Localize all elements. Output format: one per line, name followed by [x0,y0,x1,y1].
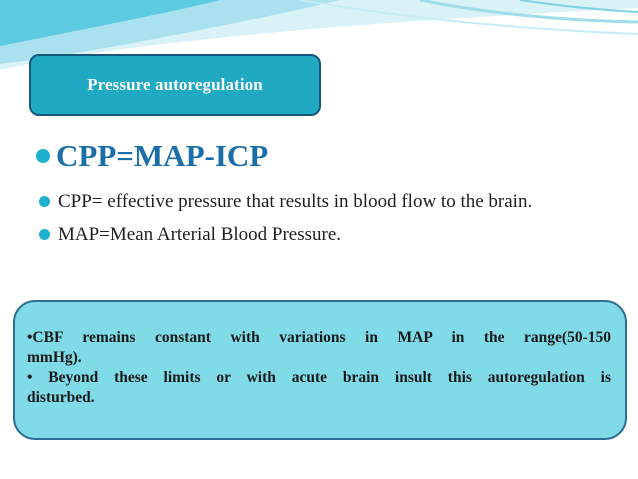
note-line-1: •CBF remains constant with variations in MAP in the range(50-150 [27,329,611,346]
note-box [13,300,627,440]
main-heading [36,138,268,174]
bullet-text: MAP=Mean Arterial Blood Pressure. [58,224,342,245]
bullet-text: CPP= effective pressure that results in blood flow to the brain. [58,191,533,212]
bullet-item [38,223,598,246]
bullet-icon [36,149,50,163]
bullet-list [38,190,598,256]
note-line-4: disturbed. [27,389,95,406]
slide-title: Pressure autoregulation [87,75,263,94]
heading-text: CPP=MAP-ICP [56,138,269,173]
bullet-icon [39,196,50,207]
bullet-item [38,190,598,213]
note-line-3: • Beyond these limits or with acute brain insult this autoregulation is [27,369,611,386]
note-line-2: mmHg). [27,349,82,366]
title-box [29,54,321,116]
bullet-icon [39,229,50,240]
